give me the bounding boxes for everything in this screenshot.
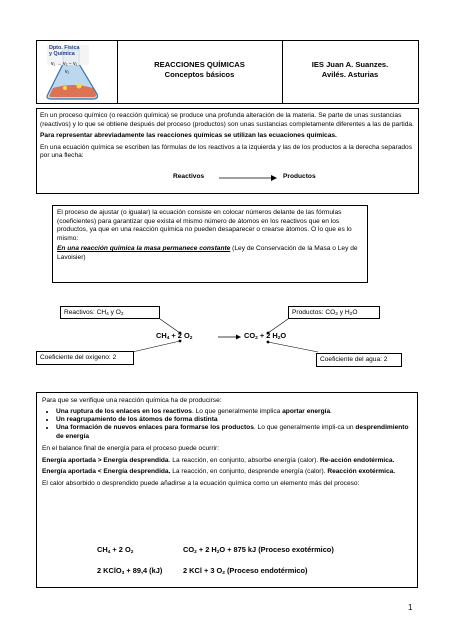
intro-paragraph-3: En una ecuación química se escriben las fórmulas de los reactivos a la izquierda y las de los productos a la derecha separados por una flecha: xyxy=(40,143,413,160)
logo-formula-sub: v₂ xyxy=(65,69,70,75)
reactivos-label: Reactivos xyxy=(173,173,205,180)
school-name: IES Juan A. Suanzes. xyxy=(311,60,389,69)
energy-intro: Para que se verifique una reacción química ha de producirse: xyxy=(42,397,222,404)
exothermic-equation-right: $CO_2 + 2$ $H_2O + 875$ kJ (Proceso exotérmico) xyxy=(183,545,334,555)
logo-text-line1: Dpto. Física xyxy=(49,45,80,51)
coef-agua-callout: Coeficiente del agua: 2 xyxy=(316,353,402,367)
school-city: Avilés. Asturias xyxy=(321,69,379,79)
endothermic-def: Energía aportada > Energía desprendida. La reacción, en conjunto, absorbe energía (calor). Re-acción endotérmica. xyxy=(42,456,395,464)
endothermic-equation-right: 2 KCl + 3 $O_2$ (Proceso endotérmico) xyxy=(183,566,308,576)
page-number: 1 xyxy=(408,603,413,612)
coef-oxigeno-callout: Coeficiente del oxígeno: 2 xyxy=(36,351,134,365)
diagram-equation-reactants: $CH_4 + 2$ $O_2$ xyxy=(156,331,193,341)
page-title: REACCIONES QUÍMICAS xyxy=(154,60,245,69)
heat-note: El calor absorbido o desprendido puede añadirse a la ecuación química como un elemento más del proceso: xyxy=(42,480,360,487)
exothermic-def: Energía aportada < Energía desprendida. La reacción, en conjunto, desprende energía (calor). Reacción exotérmica. xyxy=(42,468,396,476)
logo-formula: v₁ → v₂ − v₁ xyxy=(51,61,78,67)
energy-box xyxy=(36,392,418,588)
page-subtitle: Conceptos básicos xyxy=(164,69,235,79)
productos-label: Productos xyxy=(283,173,316,180)
logo-text-line2: y Química xyxy=(49,51,75,57)
list-item: • Un reagrupamiento de los átomos de forma distinta xyxy=(56,416,412,424)
law-statement: En una reacción química la masa permanece constante xyxy=(57,245,231,253)
intro-paragraph-1: En un proceso químico (o reacción química) se produce una profunda alteración de la materia. Se parte de unas sustancias (reactivos) y lo que se obtiene después del proceso (productos) son unas sustancias completamente diferentes a las de partida. xyxy=(40,112,414,128)
list-item: • Una formación de nuevos enlaces para formarse los productos. Lo que generalmente impli-ca un desprendimiento de energía xyxy=(56,424,412,441)
diagram-equation-products: $CO_2 + 2$ $H_2O$ xyxy=(244,331,287,341)
energy-balance: En el balance final de energía para el proceso puede ocurrir: xyxy=(42,445,220,453)
law-reference: (Ley de Conservación de la Masa o Ley de Lavoisier) xyxy=(57,245,358,261)
adjust-paragraph: El proceso de ajustar (o igualar) la ecuación consiste en colocar números delante de las fórmulas (coeficientes) para garantizar que exista el mismo número de átomos en los reactivos que en los productos, ya que en una reacción química no pueden desaparecer o crearse átomos. O lo que es lo mismo: xyxy=(57,209,352,242)
intro-paragraph-2: Para representar abreviadamente las reacciones químicas se utilizan las ecuaciones químicas. xyxy=(40,132,337,140)
endothermic-equation-left: 2 KClO$_3$ + 89,4 (kJ) xyxy=(97,566,163,576)
productos-callout: Productos: $CO_2$ y $H_2O$ xyxy=(288,306,380,319)
exothermic-equation-left: $CH_4 + 2$ $O_2$ xyxy=(97,545,134,555)
energy-list xyxy=(42,408,412,442)
list-item: • Una ruptura de los enlaces en los reactivos. Lo que generalmente implica aportar energía. xyxy=(56,408,412,416)
reactivos-callout: Reactivos: $CH_4$ y $O_2$ xyxy=(60,306,160,319)
